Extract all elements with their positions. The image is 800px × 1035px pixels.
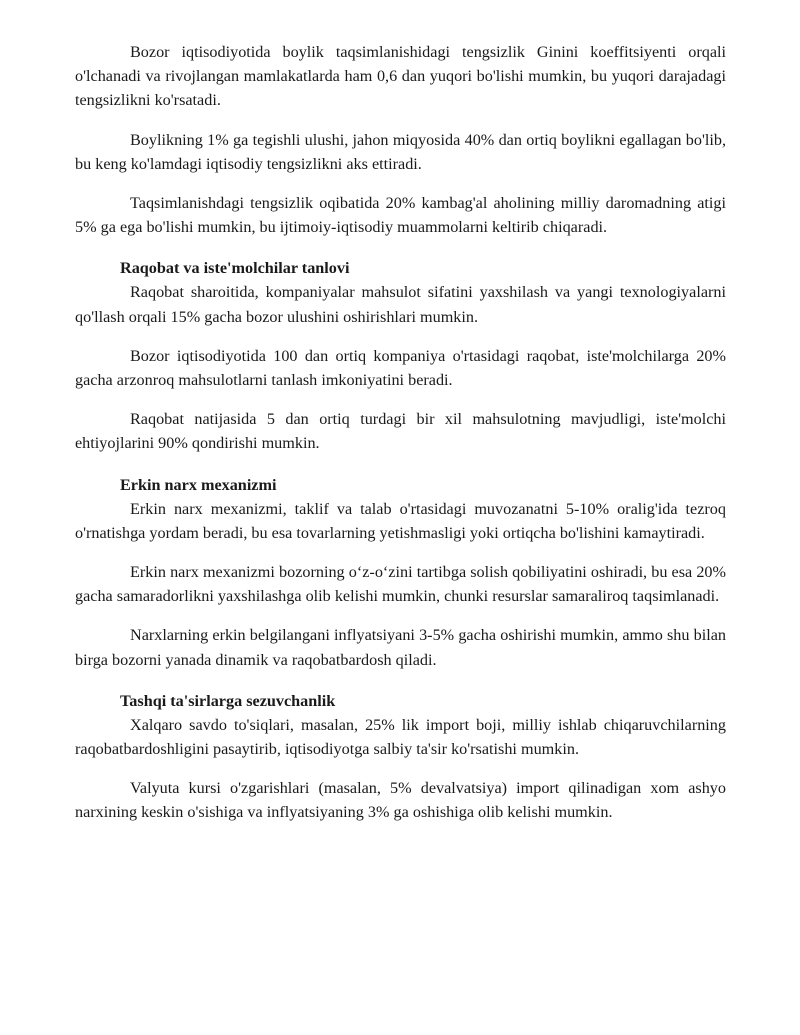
paragraph: Valyuta kursi o'zgarishlari (masalan, 5% devalvatsiya) import qilinadigan xom ashyo narxining keskin o'sishiga va inflyatsiyaning 3% ga oshishiga olib kelishi mumkin. <box>75 779 726 822</box>
paragraph: Erkin narx mexanizmi bozorning o‘z-o‘zini tartibga solish qobiliyatini oshiradi, bu esa 20% gacha samaradorlikni yaxshilashga olib kelishi mumkin, chunki resurslar samaraliroq taqsimlanadi. <box>75 563 726 606</box>
section-heading: Tashqi ta'sirlarga sezuvchanlik <box>120 691 336 710</box>
paragraph: Narxlarning erkin belgilangani inflyatsiyani 3-5% gacha oshirishi mumkin, ammo shu bilan birga bozorni yanada dinamik va raqobatbardosh qiladi. <box>75 626 726 669</box>
paragraph: Raqobat natijasida 5 dan ortiq turdagi bir xil mahsulotning mavjudligi, iste'molchi ehtiyojlarini 90% qondirishi mumkin. <box>75 410 726 453</box>
paragraph: Boylikning 1% ga tegishli ulushi, jahon miqyosida 40% dan ortiq boylikni egallagan bo'lib, bu keng ko'lamdagi iqtisodiy tengsizlikni aks ettiradi. <box>75 130 726 173</box>
paragraph: Bozor iqtisodiyotida boylik taqsimlanishidagi tengsizlik Ginini koeffitsiyenti orqali o'lchanadi va rivojlangan mamlakatlarda ham 0,6 dan yuqori bo'lishi mumkin, bu yuqori darajadagi tengsizlikni ko'rsatadi. <box>75 43 726 110</box>
paragraph: Xalqaro savdo to'siqlari, masalan, 25% lik import boji, milliy ishlab chiqaruvchilarning raqobatbardoshligini pasaytirib, iqtisodiyotga salbiy ta'sir ko'rsatishi mumkin. <box>75 715 726 759</box>
paragraph: Erkin narx mexanizmi, taklif va talab o'rtasidagi muvozanatni 5-10% oralig'ida tezroq o'rnatishga yordam beradi, bu esa tovarlarning yetishmasligi yoki ortiqcha bo'lishini kamaytiradi. <box>75 499 726 542</box>
section-heading: Erkin narx mexanizmi <box>120 475 277 494</box>
paragraph: Taqsimlanishdagi tengsizlik oqibatida 20% kambag'al aholining milliy daromadning atigi 5% ga ega bo'lishi mumkin, bu ijtimoiy-iqtisodiy muammolarni keltirib chiqaradi. <box>75 194 726 237</box>
paragraph: Raqobat sharoitida, kompaniyalar mahsulot sifatini yaxshilash va yangi texnologiyalarni qo'llash orqali 15% gacha bozor ulushini oshirishlari mumkin. <box>75 283 726 326</box>
section-heading: Raqobat va iste'molchilar tanlovi <box>120 259 350 278</box>
section-inequality <box>75 40 726 239</box>
section-external-effects <box>75 690 726 825</box>
section-free-price <box>75 474 726 672</box>
section-competition <box>75 257 726 455</box>
paragraph: Bozor iqtisodiyotida 100 dan ortiq kompaniya o'rtasidagi raqobat, iste'molchilarga 20% gacha arzonroq mahsulotlarni tanlash imkoniyatini beradi. <box>75 346 726 390</box>
